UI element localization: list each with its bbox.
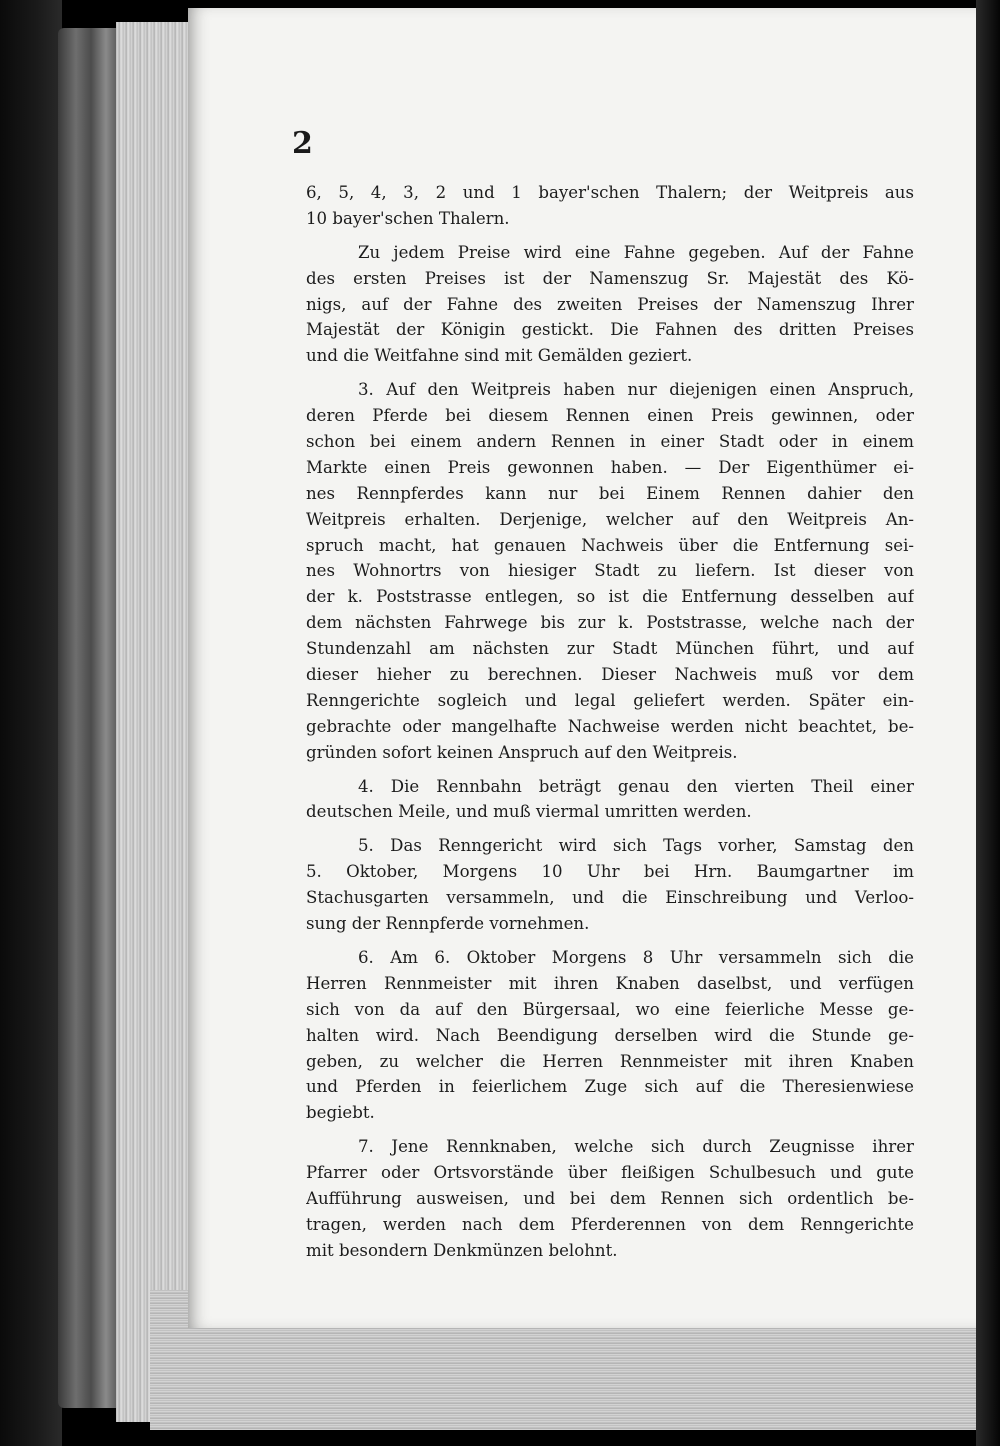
text-line: Zu jedem Preise wird eine Fahne gegeben. Auf der Fahne [358,242,914,262]
text-line: 3. Auf den Weitpreis haben nur diejenigen einen Anspruch, [358,380,914,400]
text-line: nes Wohnortrs von hiesiger Stadt zu liefern. Ist dieser von [306,561,914,581]
text-line: schon bei einem andern Rennen in einer Stadt oder in einem [306,432,914,452]
text-line: deren Pferde bei diesem Rennen einen Preis gewinnen, oder [306,406,914,426]
text-line: Majestät der Königin gestickt. Die Fahnen des dritten Preises [306,320,914,340]
text-line: und Pferden in feierlichem Zuge sich auf die Theresienwiese [306,1077,914,1097]
page-text-block [306,180,914,1266]
text-line: tragen, werden nach dem Pferderennen von dem Renngerichte [306,1214,914,1234]
paragraph [306,774,914,826]
text-line: 7. Jene Rennknaben, welche sich durch Zeugnisse ihrer [358,1137,914,1157]
paragraph [306,240,914,369]
text-line: Stachusgarten versammeln, und die Einschreibung und Verloo- [306,888,914,908]
text-line: Aufführung ausweisen, und bei dem Rennen sich ordentlich be- [306,1188,914,1208]
text-line: dieser hieher zu berechnen. Dieser Nachweis muß vor dem [306,665,914,685]
text-line: gebrachte oder mangelhafte Nachweise werden nicht beachtet, be- [306,716,914,736]
text-line: gründen sofort keinen Anspruch auf den Weitpreis. [306,742,738,762]
book-cover-edge [58,28,118,1408]
text-line: Herren Rennmeister mit ihren Knaben daselbst, und verfügen [306,973,914,993]
paragraph [306,180,914,232]
text-line: der k. Poststrasse entlegen, so ist die Entfernung desselben auf [306,587,914,607]
paragraph [306,377,914,765]
text-line: dem nächsten Fahrwege bis zur k. Poststrasse, welche nach der [306,613,914,633]
text-line: 6, 5, 4, 3, 2 und 1 bayer'schen Thalern; der Weitpreis aus [306,183,914,202]
text-line: 5. Oktober, Morgens 10 Uhr bei Hrn. Baumgartner im [306,862,914,882]
page-stack-edge [116,22,194,1422]
text-line: deutschen Meile, und muß viermal umritten werden. [306,802,752,822]
text-line: sung der Rennpferde vornehmen. [306,914,590,934]
text-line: Renngerichte sogleich und legal geliefert werden. Später ein- [306,690,914,710]
text-line: Pfarrer oder Ortsvorstände über fleißigen Schulbesuch und gute [306,1163,914,1183]
text-line: spruch macht, hat genauen Nachweis über die Entfernung sei- [306,535,914,555]
text-line: des ersten Preises ist der Namenszug Sr. Majestät des Kö- [306,268,914,288]
book-binding [0,0,62,1446]
text-line: 5. Das Renngericht wird sich Tags vorher, Samstag den [358,836,914,856]
text-line: Weitpreis erhalten. Derjenige, welcher auf den Weitpreis An- [306,509,914,529]
paragraph [306,1134,914,1263]
text-line: halten wird. Nach Beendigung derselben wird die Stunde ge- [306,1025,914,1045]
text-line: 4. Die Rennbahn beträgt genau den vierten Theil einer [358,776,914,796]
text-line: 10 bayer'schen Thalern. [306,208,510,228]
text-line: und die Weitfahne sind mit Gemälden geziert. [306,346,693,366]
text-line: nigs, auf der Fahne des zweiten Preises der Namenszug Ihrer [306,294,914,314]
paragraph [306,833,914,937]
facing-page-edge [976,0,1000,1446]
page-number: 2 [292,126,313,161]
text-line: 6. Am 6. Oktober Morgens 8 Uhr versammeln sich die [358,947,914,967]
text-line: sich von da auf den Bürgersaal, wo eine feierliche Messe ge- [306,999,914,1019]
text-line: geben, zu welcher die Herren Rennmeister mit ihren Knaben [306,1051,914,1071]
book-page [188,8,976,1328]
text-line: Markte einen Preis gewonnen haben. — Der Eigenthümer ei- [306,457,914,477]
text-line: begiebt. [306,1103,375,1123]
text-line: mit besondern Denkmünzen belohnt. [306,1240,618,1260]
text-line: Stundenzahl am nächsten zur Stadt München führt, und auf [306,639,914,659]
paragraph [306,945,914,1126]
text-line: nes Rennpferdes kann nur bei Einem Rennen dahier den [306,483,914,503]
